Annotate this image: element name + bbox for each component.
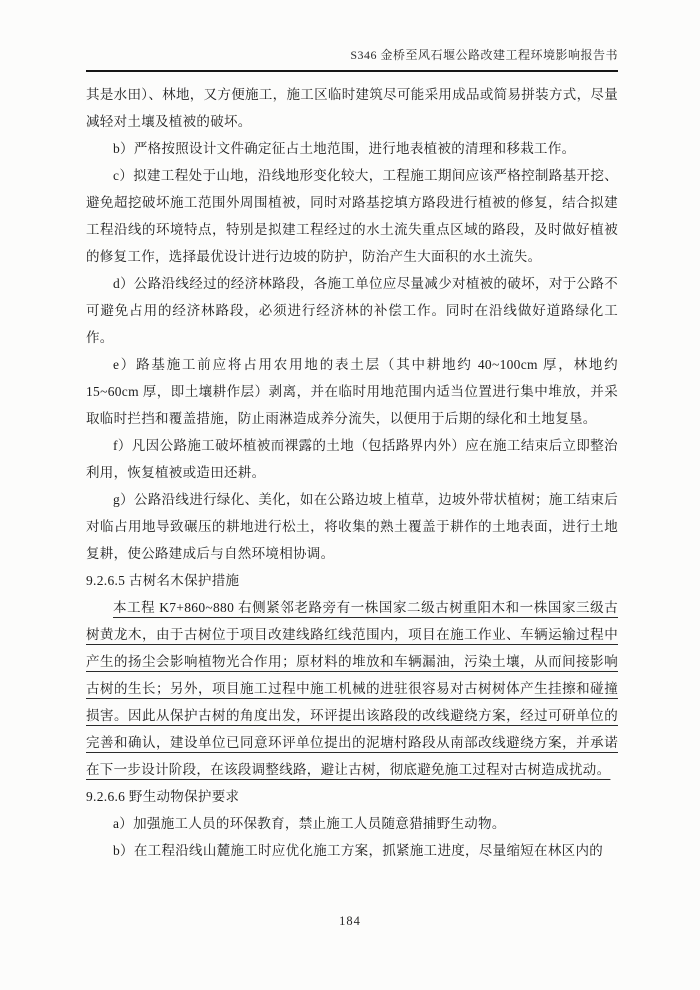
- paragraph-ancient-trees: 本工程 K7+860~880 右侧紧邻老路旁有一株国家二级古树重阳木和一株国家三级古树黄龙木，由于古树位于项目改建线路红线范围内，项目在施工作业、车辆运输过程中产生的扬尘会影响植物光合作用；原材料的堆放和车辆漏油，污染土壤，从而间接影响古树的生长；另外，项目施工过程中施工机械的进驻很容易对古树树体产生挂擦和碰撞损害。因此从保护古树的角度出发，环评提出该路段的改线避绕方案，经过可研单位的完善和确认，建设单位已同意环评单位提出的泥塘村路段从南部改线避绕方案，并承诺在下一步设计阶段，在该段调整线路，避让古树，彻底避免施工过程对古树造成扰动。: [86, 600, 618, 777]
- paragraph-item-c: c）拟建工程处于山地，沿线地形变化较大，工程施工期间应该严格控制路基开挖、避免超挖破坏施工范围外周围植被，同时对路基挖填方路段进行植被的修复，结合拟建工程沿线的环境特点，特别是拟建工程经过的水土流失重点区域的路段，及时做好植被的修复工作，选择最优设计进行边坡的防护，防治产生大面积的水土流失。: [86, 168, 618, 264]
- paragraph-item-d: d）公路沿线经过的经济林路段，各施工单位应尽量减少对植被的破坏，对于公路不可避免占用的经济林路段，必须进行经济林的补偿工作。同时在沿线做好道路绿化工作。: [86, 276, 618, 345]
- paragraph-continuation: 其是水田）、林地，又方便施工，施工区临时建筑尽可能采用成品或简易拼装方式，尽量减轻对土壤及植被的破坏。: [86, 87, 618, 129]
- paragraph-item-e: e）路基施工前应将占用农用地的表土层（其中耕地约 40~100cm 厚，林地约 15~60cm 厚，即土壤耕作层）剥离，并在临时用地范围内适当位置进行集中堆放，并采取临时拦挡和覆盖措施，防止雨淋造成养分流失，以便用于后期的绿化和土地复垦。: [86, 357, 618, 426]
- page-footer: [0, 914, 700, 929]
- paragraph-item-g: g）公路沿线进行绿化、美化，如在公路边坡上植草，边坡外带状植树；施工结束后对临占用地导致碾压的耕地进行松土，将收集的熟土覆盖于耕作的土地表面，进行土地复耕，使公路建成后与自然环境相协调。: [86, 492, 618, 561]
- page-header: [86, 46, 618, 72]
- paragraph-item-a: a）加强施工人员的环保教育，禁止施工人员随意猎捕野生动物。: [113, 816, 506, 831]
- paragraph-item-f: f）凡因公路施工破坏植被而裸露的土地（包括路界内外）应在施工结束后立即整治利用，恢复植被或造田还耕。: [86, 438, 618, 480]
- page-number: 184: [339, 914, 361, 928]
- report-title: S346 金桥至风石堰公路改建工程环境影响报告书: [350, 48, 618, 62]
- paragraph-item-b2: b）在工程沿线山麓施工时应优化施工方案，抓紧施工进度，尽量缩短在林区内的: [113, 843, 604, 858]
- section-heading-9265: 9.2.6.5 古树名木保护措施: [86, 573, 240, 588]
- document-body: [86, 81, 618, 864]
- section-heading-9266: 9.2.6.6 野生动物保护要求: [86, 789, 240, 804]
- paragraph-item-b: b）严格按照设计文件确定征占土地范围，进行地表植被的清理和移栽工作。: [113, 141, 576, 156]
